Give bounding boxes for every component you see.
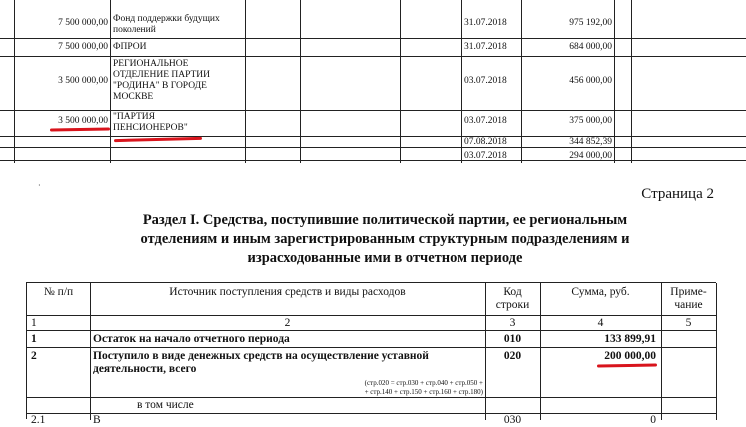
row-code: 030 xyxy=(503,414,522,426)
header-note xyxy=(661,286,716,312)
grid-line xyxy=(0,147,746,148)
header-num: № п/п xyxy=(43,286,74,298)
header-source: Источник поступления средств и виды расходов xyxy=(169,286,406,298)
formula-line: + стр.140 + стр.150 + стр.160 + стр.180) xyxy=(364,388,483,396)
grid-line xyxy=(0,110,746,111)
section-title-line: израсходованные ими в отчетном периоде xyxy=(247,250,523,266)
sum-cell: 975 192,00 xyxy=(569,18,612,28)
source-cell xyxy=(113,112,243,134)
col-number: 3 xyxy=(509,317,516,329)
grid-line xyxy=(0,136,746,137)
grid-line xyxy=(300,0,301,163)
amount-cell: 3 500 000,00 xyxy=(58,76,108,86)
grid-line xyxy=(245,0,246,163)
header-note-line: Приме- xyxy=(670,286,707,298)
grid-line xyxy=(110,0,111,163)
source-line: ОТДЕЛЕНИЕ ПАРТИИ xyxy=(113,70,211,80)
sub-label: в том числе xyxy=(137,399,194,411)
sum-cell: 294 000,00 xyxy=(569,151,612,161)
sum-cell: 456 000,00 xyxy=(569,76,612,86)
row-num: 2 xyxy=(31,350,37,362)
grid-line xyxy=(614,0,615,163)
grid-line xyxy=(0,160,746,161)
header-note-line: чание xyxy=(674,299,703,311)
grid-line xyxy=(716,283,717,420)
source-cell xyxy=(113,14,243,36)
source-line: "ПАРТИЯ xyxy=(113,112,155,122)
row-code: 010 xyxy=(503,333,522,345)
row-sum: 133 899,91 xyxy=(604,333,656,345)
date-cell: 03.07.2018 xyxy=(464,116,507,126)
row-text-line: Поступило в виде денежных средств на осуществление уставной xyxy=(93,350,429,362)
grid-line xyxy=(27,330,717,331)
row-formula xyxy=(287,379,483,397)
row-num: 1 xyxy=(31,333,37,345)
amount-cell: 7 500 000,00 xyxy=(58,42,108,52)
col-number: 2 xyxy=(284,317,291,329)
date-cell: 03.07.2018 xyxy=(464,151,507,161)
grid-line xyxy=(27,347,717,348)
date-cell: 03.07.2018 xyxy=(464,76,507,86)
row-code: 020 xyxy=(503,350,522,362)
source-line: "РОДИНА" В ГОРОДЕ xyxy=(113,81,207,91)
row-sum: 200 000,00 xyxy=(604,350,656,362)
grid-line xyxy=(400,0,401,163)
highlight-underline xyxy=(114,137,202,142)
row-sum: 0 xyxy=(650,414,656,426)
formula-line: (стр.020 = стр.030 + стр.040 + стр.050 + xyxy=(364,379,483,387)
previous-page-table xyxy=(0,0,746,165)
row-text: Остаток на начало отчетного периода xyxy=(93,333,290,345)
grid-line xyxy=(27,315,717,316)
row-num: 2.1 xyxy=(31,414,46,426)
section-title-line: отделениям и иным зарегистрированным структурным подразделениям и xyxy=(140,231,630,247)
source-cell xyxy=(113,59,243,103)
col-number: 5 xyxy=(685,317,692,329)
report-table xyxy=(26,282,716,426)
grid-line xyxy=(90,283,91,420)
source-line: ПЕНСИОНЕРОВ" xyxy=(113,123,188,133)
sum-cell: 344 852,39 xyxy=(569,137,612,147)
row-text xyxy=(93,350,483,376)
grid-line xyxy=(0,38,746,39)
date-cell: 31.07.2018 xyxy=(464,18,507,28)
source-line: МОСКВЕ xyxy=(113,92,154,102)
amount-cell: 7 500 000,00 xyxy=(58,18,108,28)
section-title-line: Раздел I. Средства, поступившие политической партии, ее региональным xyxy=(142,212,628,228)
sum-cell: 375 000,00 xyxy=(569,116,612,126)
grid-line xyxy=(631,0,632,163)
amount-cell: 3 500 000,00 xyxy=(58,116,108,126)
date-cell: 07.08.2018 xyxy=(464,137,507,147)
source-line: поколений xyxy=(113,25,156,35)
col-number: 1 xyxy=(31,317,37,329)
row-text: В xyxy=(93,414,101,426)
col-number: 4 xyxy=(597,317,604,329)
grid-line xyxy=(461,0,462,163)
highlight-underline xyxy=(50,127,110,131)
header-sum: Сумма, руб. xyxy=(571,286,630,298)
section-title xyxy=(60,211,710,268)
header-code-line: Код xyxy=(503,286,522,298)
grid-line xyxy=(0,56,746,57)
source-line: Фонд поддержки будущих xyxy=(113,14,220,24)
grid-line xyxy=(27,397,717,398)
highlight-underline xyxy=(597,363,657,367)
date-cell: 31.07.2018 xyxy=(464,42,507,52)
source-cell: ФПРОИ xyxy=(113,42,147,52)
page-number: Страница 2 xyxy=(641,186,714,202)
sum-cell: 684 000,00 xyxy=(569,42,612,52)
header-code-line: строки xyxy=(495,299,530,311)
stray-dot: · xyxy=(38,181,41,190)
source-line: РЕГИОНАЛЬНОЕ xyxy=(113,59,189,69)
header-code xyxy=(485,286,540,312)
row-text-line: деятельности, всего xyxy=(93,363,197,375)
